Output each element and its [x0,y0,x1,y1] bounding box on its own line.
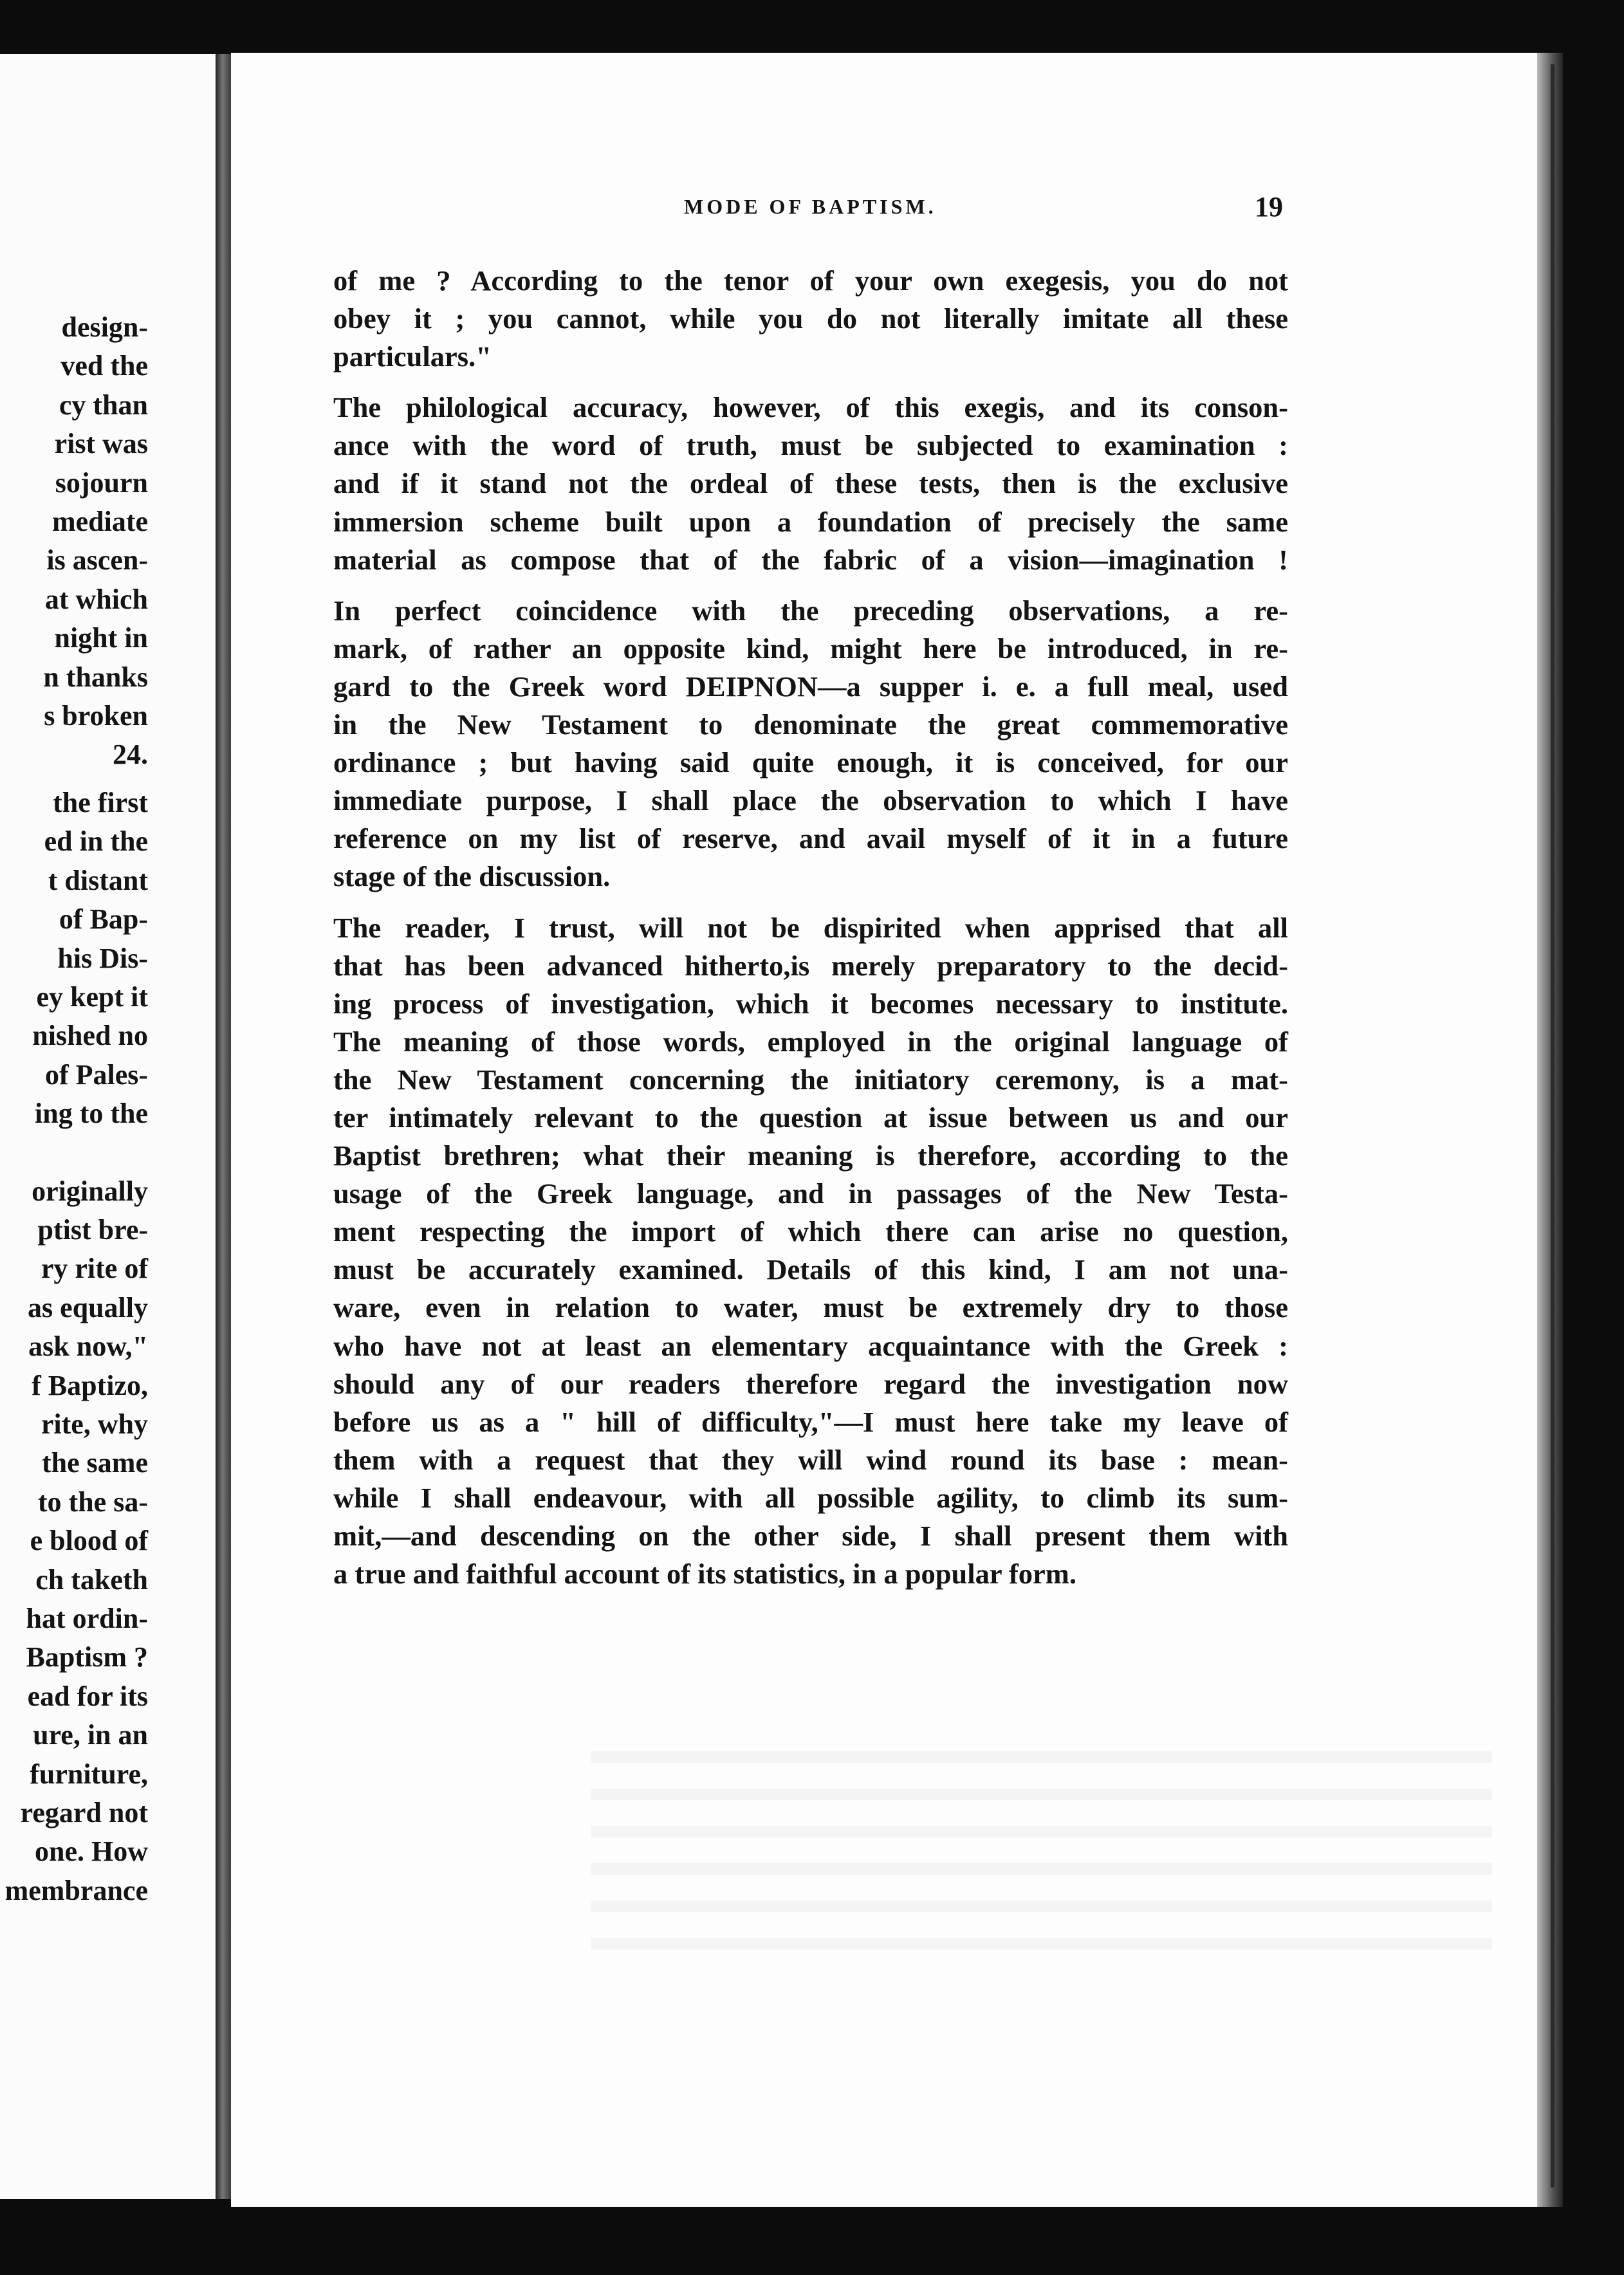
left-line: membrance [5,1874,148,1906]
left-line: at which [44,583,148,615]
left-line: Baptism ? [26,1641,148,1673]
text-line: The meaning of those words, employed in the original language of [333,1025,1288,1058]
left-line: mediate [51,506,148,538]
left-line: rist was [54,428,148,460]
left-line: ask now," [28,1331,148,1363]
left-line: hat ordin- [26,1603,148,1634]
text-line: while I shall endeavour, with all possible agility, to climb its sum- [333,1481,1288,1514]
text-line: material as compose that of the fabric of a vision—imagination ! [333,543,1288,576]
left-line: s broken [44,700,148,732]
left-line: f Baptizo, [32,1369,148,1401]
left-line: sojourn [55,466,148,499]
paragraph [333,389,1288,578]
text-line: the New Testament concerning the initiatory ceremony, is a mat- [333,1063,1288,1096]
text-line: reference on my list of reserve, and avail myself of it in a future [333,822,1288,855]
left-line: 24. [113,739,148,771]
left-line: ch taketh [35,1563,148,1596]
left-line: rite, why [41,1408,148,1440]
text-line: Baptist brethren; what their meaning is therefore, according to the [333,1139,1288,1172]
book-spine [216,54,231,2199]
left-line: the same [42,1447,148,1479]
paragraph [333,592,1288,896]
left-page-text [5,308,148,1910]
left-line: ved the [60,350,148,382]
left-line: of Pales- [44,1058,148,1091]
text-line: immersion scheme built upon a foundation of precisely the same [333,505,1288,538]
left-line: ptist bre- [37,1213,148,1246]
text-line: mark, of rather an opposite kind, might here be introduced, in re- [333,632,1288,665]
left-line: his Dis- [57,942,148,974]
running-head: MODE OF BAPTISM. [684,195,937,218]
text-line: obey it ; you cannot, while you do not literally imitate all these [333,302,1288,335]
left-line: regard not [20,1797,148,1829]
left-line: the first [53,786,148,818]
text-line: The reader, I trust, will not be dispirited when apprised that all [333,911,1288,944]
text-line: ter intimately relevant to the question at issue between us and our [333,1101,1288,1134]
facing-page-left [0,54,216,2199]
text-line: ance with the word of truth, must be subjected to examination : [333,429,1288,462]
paragraph [333,262,1288,376]
left-line: nished no [32,1020,148,1052]
text-line: particulars." [333,340,492,373]
left-line: as equally [27,1291,148,1323]
text-line: usage of the Greek language, and in passages of the New Testa- [333,1177,1288,1210]
left-line: furniture, [30,1758,148,1790]
left-line: t distant [48,864,148,896]
text-line: and if it stand not the ordeal of these tests, then is the exclusive [333,467,1288,500]
left-line: n thanks [43,661,148,693]
left-line: ry rite of [41,1253,148,1285]
page-edge [1537,53,1563,2207]
page-number: 19 [1255,191,1283,223]
text-line: ment respecting the import of which there can arise no question, [333,1215,1288,1248]
text-line: ware, even in relation to water, must be extremely dry to those [333,1291,1288,1324]
page-edge-shadow [1551,64,1555,2188]
left-line: to the sa- [37,1486,148,1518]
text-line: mit,—and descending on the other side, I shall present them with [333,1520,1288,1552]
text-line: must be accurately examined. Details of this kind, I am not una- [333,1253,1288,1286]
text-line: should any of our readers therefore regard the investigation now [333,1367,1288,1400]
text-line: gard to the Greek word DEIPNON—a supper i. e. a full meal, used [333,670,1288,703]
paragraph [333,909,1288,1594]
left-line: is ascen- [46,544,148,576]
text-line: The philological accuracy, however, of this exegis, and its conson- [333,391,1288,424]
text-line: ordinance ; but having said quite enough, it is conceived, for our [333,746,1288,779]
left-line: ing to the [35,1098,148,1130]
text-line: stage of the discussion. [333,860,611,893]
text-line: In perfect coincidence with the preceding observations, a re- [333,594,1288,627]
left-line: cy than [59,389,148,421]
text-line: them with a request that they will wind round its base : mean- [333,1443,1288,1476]
left-line: of Bap- [59,903,148,935]
text-line: that has been advanced hitherto,is merely preparatory to the decid- [333,949,1288,982]
text-line: who have not at least an elementary acquaintance with the Greek : [333,1329,1288,1362]
left-line: night in [54,622,148,654]
text-line: immediate purpose, I shall place the observation to which I have [333,784,1288,817]
text-line: of me ? According to the tenor of your own exegesis, you do not [333,264,1288,297]
left-line: e blood of [30,1525,148,1557]
left-line: originally [32,1175,148,1207]
body-text [333,262,1288,1593]
text-line: a true and faithful account of its statistics, in a popular form. [333,1558,1076,1590]
left-line: design- [61,311,148,343]
left-line: one. How [35,1836,148,1868]
left-line: ure, in an [33,1719,148,1751]
text-line: in the New Testament to denominate the great commemorative [333,708,1288,741]
text-line: ing process of investigation, which it becomes necessary to institute. [333,987,1288,1020]
left-line: ed in the [44,825,148,858]
show-through-text [591,1726,1492,1970]
left-line: ead for its [27,1680,148,1712]
text-line: before us as a " hill of difficulty,"—I must here take my leave of [333,1405,1288,1438]
left-line: ey kept it [36,981,148,1013]
